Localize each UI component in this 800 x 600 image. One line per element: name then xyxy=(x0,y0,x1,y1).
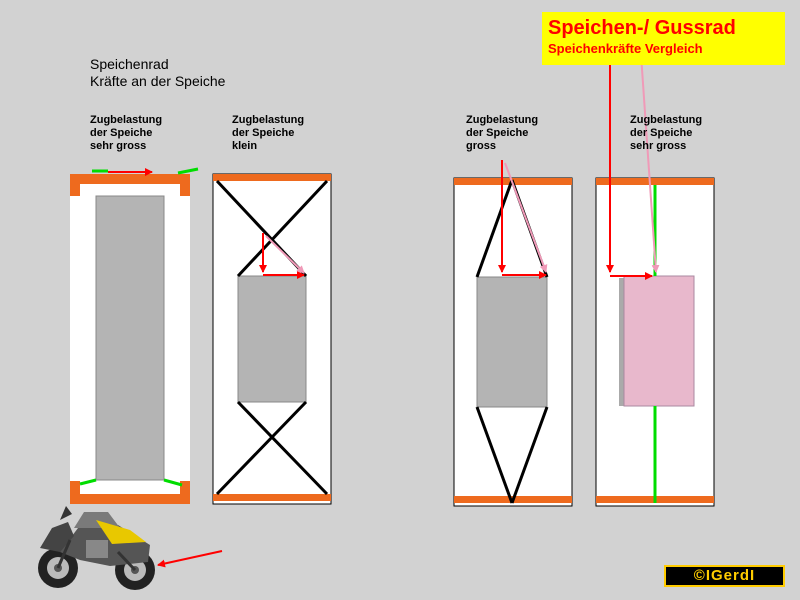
slide-subtitle: Speichenkräfte Vergleich xyxy=(548,41,703,56)
panel-label-line: Zugbelastung xyxy=(466,114,539,126)
hub-block xyxy=(96,196,164,480)
rim-top xyxy=(596,178,714,185)
panel-3-wheel-section xyxy=(454,160,572,506)
panel-4-wheel-section xyxy=(596,40,714,506)
panel-label-line: der Speiche xyxy=(466,127,529,139)
panel-label-line: sehr gross xyxy=(90,140,147,152)
copyright-badge: ©IGerdI xyxy=(664,565,785,587)
panel-label-line: der Speiche xyxy=(630,127,693,139)
rim-top xyxy=(213,174,331,181)
green-mark xyxy=(178,169,198,173)
panel-label-line: Zugbelastung xyxy=(232,114,305,126)
panel-label-line: Zugbelastung xyxy=(90,114,163,126)
hub-block xyxy=(238,276,306,402)
panel-2-wheel-section xyxy=(213,174,331,504)
panel-3-label xyxy=(466,114,538,153)
motorcycle-icon xyxy=(38,506,155,590)
panel-1-label xyxy=(90,114,162,153)
section-heading xyxy=(90,56,225,90)
title-box xyxy=(542,12,785,65)
panel-1-wheel-section xyxy=(70,169,198,504)
panel-2-label xyxy=(232,114,304,153)
hub-block xyxy=(624,276,694,406)
slide-title: Speichen-/ Gussrad xyxy=(548,17,736,39)
panel-label-line: Zugbelastung xyxy=(630,114,703,126)
motorcycle-pointer-arrow xyxy=(158,551,222,565)
panel-4-label xyxy=(630,114,702,153)
panel-label-line: gross xyxy=(466,140,496,152)
panel-label-line: der Speiche xyxy=(90,127,153,139)
heading-line-1: Speichenrad xyxy=(90,56,169,72)
heading-line-2: Kräfte an der Speiche xyxy=(90,73,226,89)
panel-label-line: klein xyxy=(232,140,258,152)
panel-label-line: sehr gross xyxy=(630,140,687,152)
panel-label-line: der Speiche xyxy=(232,127,295,139)
rim-bottom xyxy=(213,494,331,501)
hub-block xyxy=(477,277,547,407)
